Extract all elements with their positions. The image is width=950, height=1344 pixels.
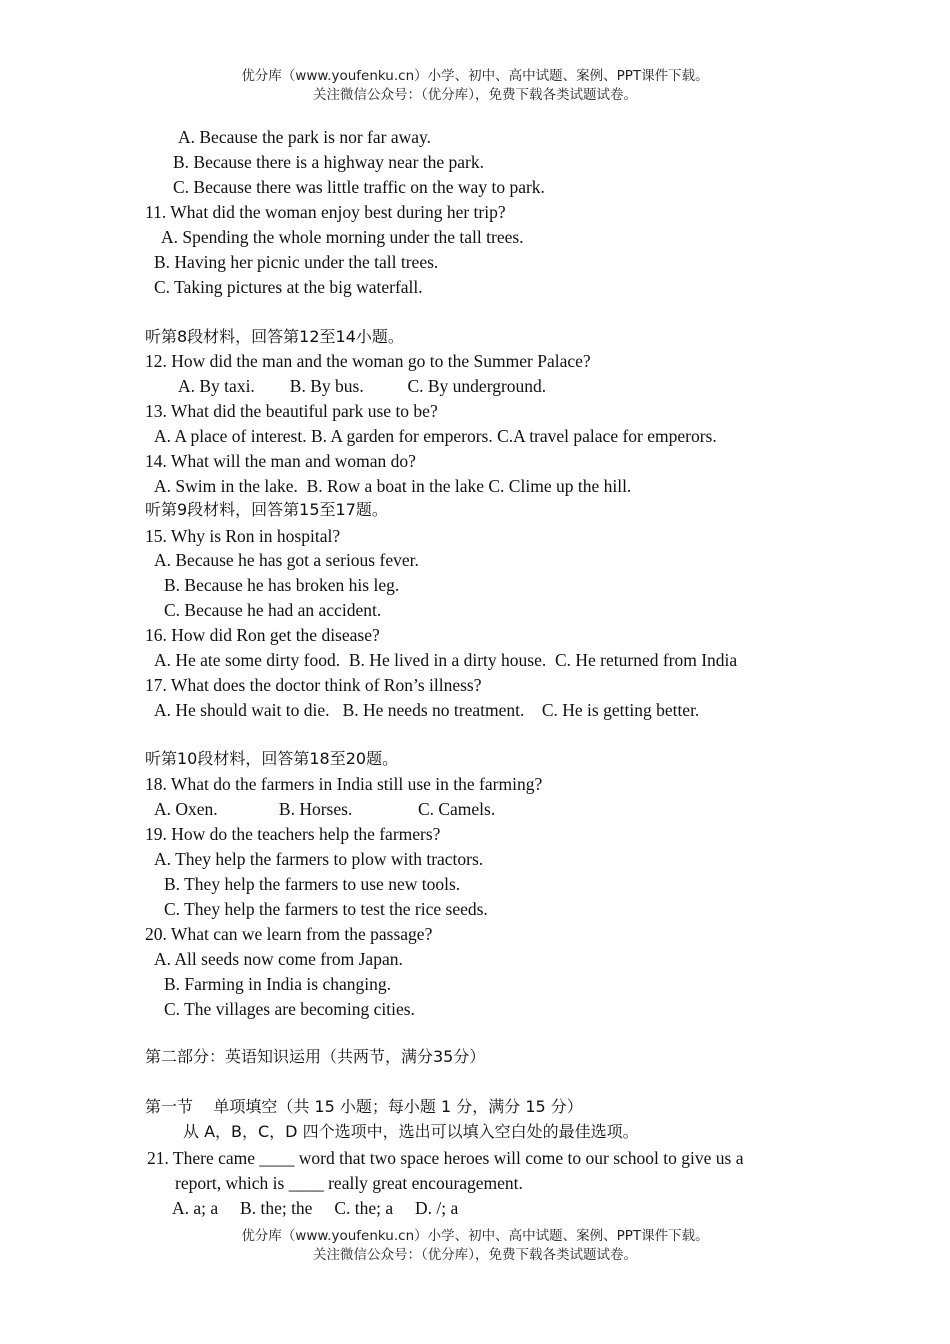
q16-options: A. He ate some dirty food. B. He lived in a dirty house. C. He returned from India [154,650,738,670]
section-heading-material-9: 听第9段材料，回答第15至17题。 [145,500,388,519]
question-21: 21. There came ____ word that two space heroes will come to our school to give us a [147,1148,744,1168]
footer-line-2: 关注微信公众号：（优分库），免费下载各类试题试卷。 [313,1247,637,1263]
q17-options: A. He should wait to die. B. He needs no treatment. C. He is getting better. [154,700,700,720]
q20-option-a: A. All seeds now come from Japan. [154,949,403,969]
section-heading-material-8: 听第8段材料，回答第12至14小题。 [145,327,404,346]
q20-option-c: C. The villages are becoming cities. [164,999,415,1019]
question-21-continued: report, which is ____ really great encouragement. [175,1173,523,1193]
q11-option-b: B. Having her picnic under the tall trees. [154,252,439,272]
page-header [0,67,950,105]
question-14: 14. What will the man and woman do? [145,451,416,471]
question-18: 18. What do the farmers in India still use in the farming? [145,774,543,794]
q10-option-c: C. Because there was little traffic on the way to park. [173,177,545,197]
q19-option-c: C. They help the farmers to test the rice seeds. [164,899,488,919]
q20-option-b: B. Farming in India is changing. [164,974,391,994]
section-one-heading: 第一节 单项填空（共 15 小题；每小题 1 分，满分 15 分） [145,1097,583,1116]
page-footer [0,1227,950,1265]
q11-option-a: A. Spending the whole morning under the tall trees. [161,227,524,247]
q12-options: A. By taxi. B. By bus. C. By underground. [178,376,547,396]
q15-option-a: A. Because he has got a serious fever. [154,550,419,570]
q15-option-b: B. Because he has broken his leg. [164,575,400,595]
footer-line-1: 优分库（www.youfenku.cn）小学、初中、高中试题、案例、PPT课件下载。 [241,1228,709,1244]
question-16: 16. How did Ron get the disease? [145,625,380,645]
header-line-2: 关注微信公众号：（优分库），免费下载各类试题试卷。 [313,87,637,103]
q14-options: A. Swim in the lake. B. Row a boat in the lake C. Clime up the hill. [154,476,632,496]
question-17: 17. What does the doctor think of Ron’s illness? [145,675,482,695]
part-two-heading: 第二部分：英语知识运用（共两节，满分35分） [145,1047,486,1066]
header-line-1: 优分库（www.youfenku.cn）小学、初中、高中试题、案例、PPT课件下载。 [241,68,709,84]
question-13: 13. What did the beautiful park use to be? [145,401,438,421]
section-heading-material-10: 听第10段材料，回答第18至20题。 [145,749,399,768]
q10-option-a: A. Because the park is nor far away. [178,127,431,147]
q19-option-a: A. They help the farmers to plow with tractors. [154,849,484,869]
q13-options: A. A place of interest. B. A garden for emperors. C.A travel palace for emperors. [154,426,717,446]
question-19: 19. How do the teachers help the farmers? [145,824,441,844]
q18-options: A. Oxen. B. Horses. C. Camels. [154,799,496,819]
q21-options: A. a; a B. the; the C. the; a D. /; a [172,1198,459,1218]
q15-option-c: C. Because he had an accident. [164,600,382,620]
question-20: 20. What can we learn from the passage? [145,924,433,944]
q10-option-b: B. Because there is a highway near the park. [173,152,484,172]
section-one-instructions: 从 A，B，C，D 四个选项中，选出可以填入空白处的最佳选项。 [183,1122,639,1141]
question-12: 12. How did the man and the woman go to the Summer Palace? [145,351,591,371]
q19-option-b: B. They help the farmers to use new tools. [164,874,461,894]
q11-option-c: C. Taking pictures at the big waterfall. [154,277,423,297]
question-11: 11. What did the woman enjoy best during her trip? [145,202,506,222]
question-15: 15. Why is Ron in hospital? [145,526,341,546]
